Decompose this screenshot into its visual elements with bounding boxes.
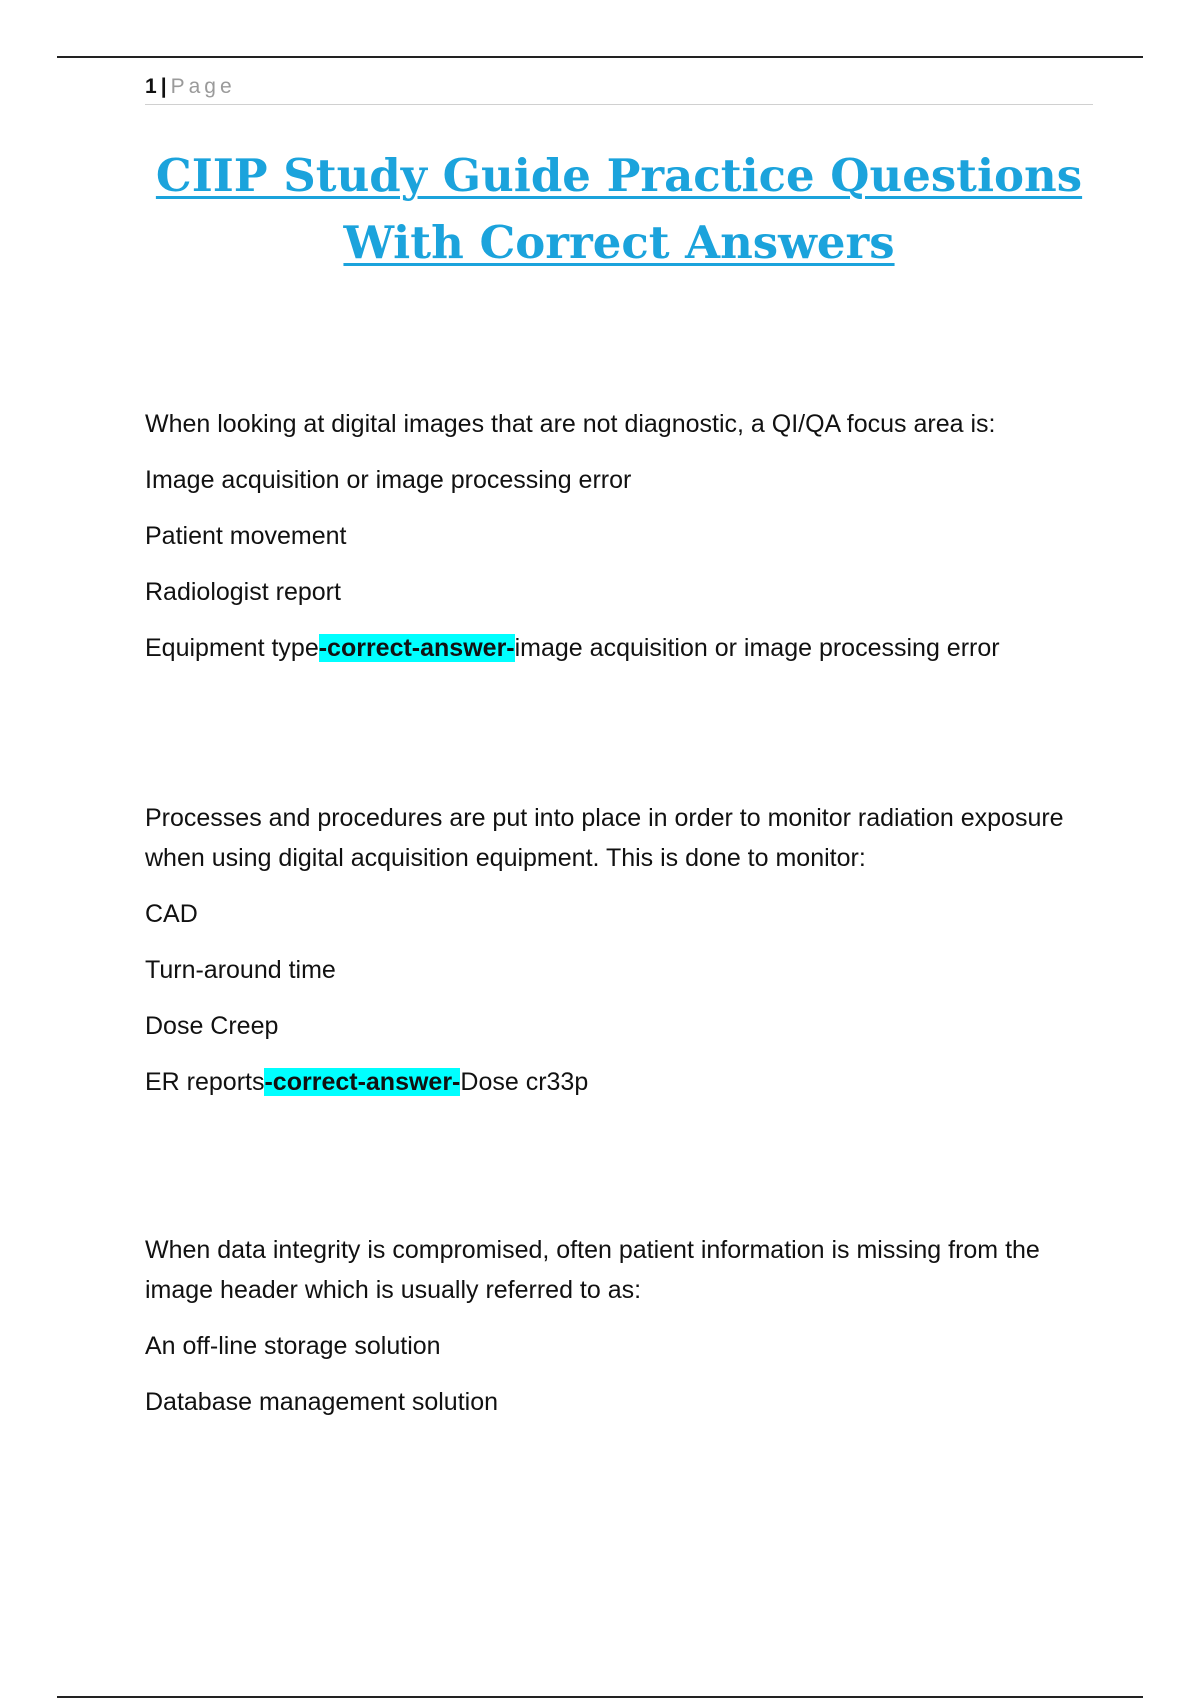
answer-line: [145, 628, 1095, 668]
correct-answer-text: Dose cr33p: [460, 1068, 589, 1096]
page-number: 1: [145, 75, 157, 98]
option-item: Image acquisition or image processing error: [145, 466, 632, 494]
page-header: [145, 72, 1093, 105]
option-item: Equipment type: [145, 634, 319, 662]
question-text: Processes and procedures are put into place in order to monitor radiation exposure when using digital acquisition equipment. This is done to monitor:: [145, 804, 1064, 872]
option-item: Radiologist report: [145, 578, 341, 606]
question-block-3: [145, 1230, 1095, 1422]
answer-line: [145, 1062, 1095, 1102]
question-block-1: [145, 404, 1095, 668]
top-rule: [57, 56, 1143, 58]
option-item: CAD: [145, 900, 198, 928]
document-title: [145, 142, 1093, 276]
question-block-2: [145, 798, 1095, 1102]
correct-answer-text: image acquisition or image processing error: [514, 634, 1000, 662]
option-item: Database management solution: [145, 1388, 499, 1416]
correct-answer-marker: -correct-answer-: [318, 634, 515, 662]
question-text: When data integrity is compromised, often patient information is missing from the image header which is usually referred to as:: [145, 1236, 1040, 1304]
title-line-1: CIIP Study Guide Practice Questions: [155, 149, 1083, 202]
option-item: An off-line storage solution: [145, 1332, 441, 1360]
correct-answer-marker: -correct-answer-: [264, 1068, 461, 1096]
title-line-2: With Correct Answers: [343, 216, 895, 269]
question-text: When looking at digital images that are not diagnostic, a QI/QA focus area is:: [145, 410, 996, 438]
option-item: Dose Creep: [145, 1012, 279, 1040]
option-item: Patient movement: [145, 522, 347, 550]
option-item: Turn-around time: [145, 956, 336, 984]
page-label: Page: [170, 75, 236, 98]
page-separator: |: [160, 75, 167, 98]
bottom-rule: [57, 1696, 1143, 1698]
option-item: ER reports: [145, 1068, 265, 1096]
